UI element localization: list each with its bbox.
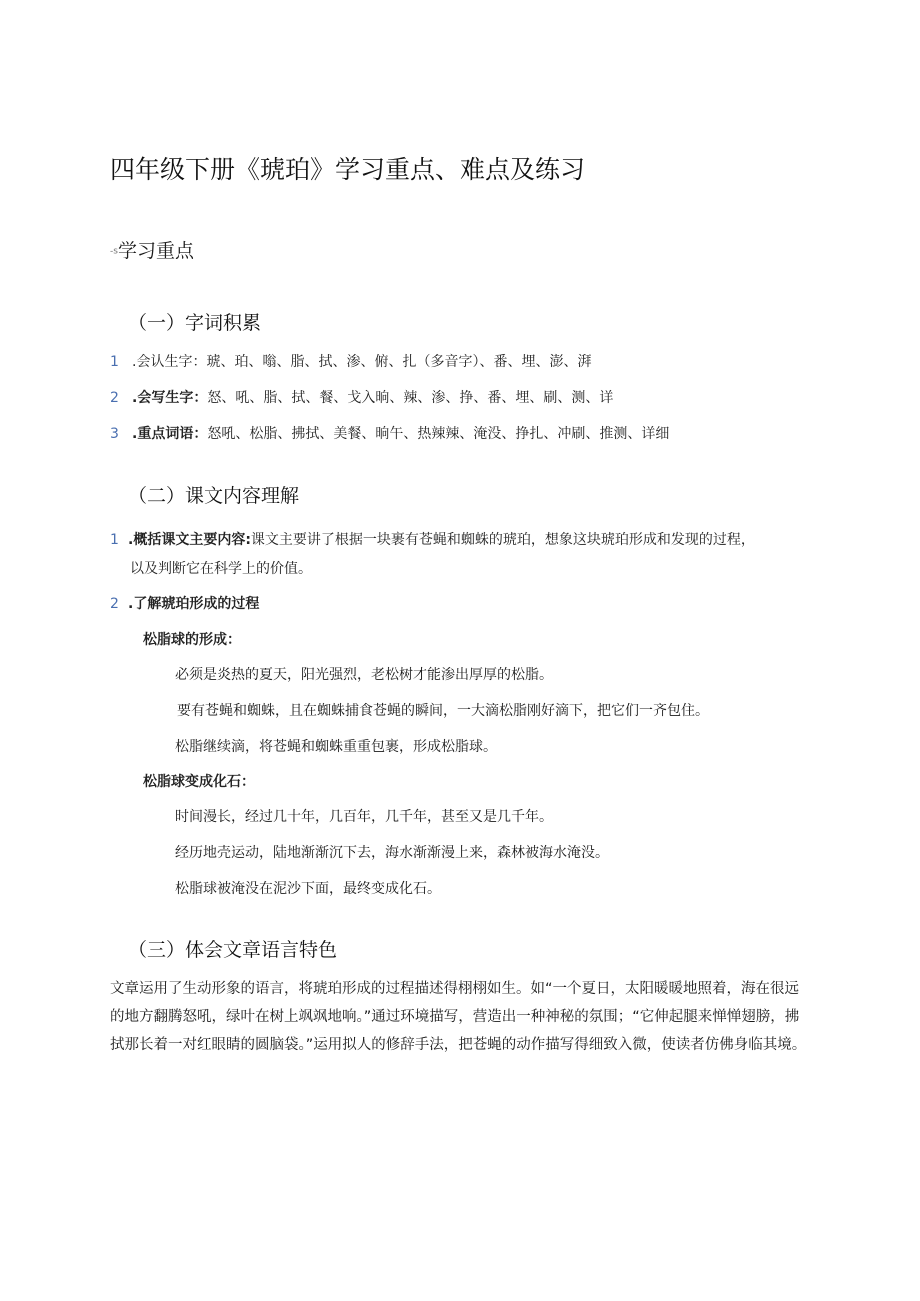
list-item-continuation: 以及判断它在科学上的价值。 bbox=[130, 561, 312, 577]
item-number: 1 bbox=[110, 532, 119, 548]
stage-line: 要有苍蝇和蜘蛛，且在蜘蛛捕食苍蝇的瞬间，一大滴松脂刚好滴下，把它们一齐包住。 bbox=[177, 703, 709, 719]
item-number: 3 bbox=[110, 426, 119, 442]
list-item bbox=[110, 351, 591, 371]
item-number: 2 bbox=[110, 596, 119, 612]
item-label: .概括课文主要内容: bbox=[128, 532, 251, 548]
page-title: 四年级下册《琥珀》学习重点、难点及练习 bbox=[110, 155, 586, 184]
section-label: 学习重点 bbox=[117, 240, 194, 262]
stage-heading: 松脂球变成化石： bbox=[143, 774, 255, 790]
item-label: .重点词语： bbox=[132, 426, 208, 442]
list-item bbox=[110, 423, 669, 443]
item-label: .了解琥珀形成的过程 bbox=[128, 596, 260, 612]
section-marker: -s bbox=[110, 246, 118, 257]
item-label: .会写生字： bbox=[132, 390, 208, 406]
item-text: 怒吼、松脂、拂拭、美餐、晌午、热辣辣、淹没、挣扎、冲刷、推测、详细 bbox=[207, 426, 670, 442]
item-label: .会认生字： bbox=[132, 354, 207, 370]
item-text: 怒、吼、脂、拭、餐、戈入晌、辣、渗、挣、番、埋、刷、测、详 bbox=[207, 390, 614, 406]
item-number: 1 bbox=[110, 354, 119, 370]
stage-line: 经历地壳运动，陆地渐渐沉下去，海水渐渐漫上来，森林被海水淹没。 bbox=[175, 845, 609, 861]
list-item bbox=[110, 593, 259, 613]
subheading-language-features: （三）体会文章语言特色 bbox=[128, 939, 338, 961]
subheading-vocabulary: （一）字词积累 bbox=[128, 312, 262, 334]
stage-line: 必须是炎热的夏天，阳光强烈，老松树才能渗出厚厚的松脂。 bbox=[175, 667, 553, 683]
stage-line: 松脂球被淹没在泥沙下面，最终变成化石。 bbox=[175, 881, 441, 897]
section-heading-key-points bbox=[110, 236, 194, 263]
item-text: 课文主要讲了根据一块裹有苍蝇和蜘蛛的琥珀，想象这块琥珀形成和发现的过程， bbox=[250, 532, 755, 548]
list-item bbox=[110, 387, 613, 407]
stage-heading: 松脂球的形成： bbox=[143, 632, 241, 648]
subheading-content-understanding: （二）课文内容理解 bbox=[128, 485, 300, 507]
stage-line: 时间漫长，经过几十年，几百年，几千年，甚至又是几千年。 bbox=[175, 809, 553, 825]
item-text: 琥、珀、嗡、脂、拭、渗、俯、扎（多音字）、番、埋、澎、湃 bbox=[206, 354, 592, 370]
list-item bbox=[110, 529, 755, 549]
language-paragraph: 文章运用了生动形象的语言，将琥珀形成的过程描述得栩栩如生。如“一个夏日，太阳暖暖地照着，海在很远的地方翻腾怒吼，绿叶在树上飒飒地响。”通过环境描写，营造出一种神秘的氛围；“它伸起腿来惮惮翅膀，拂拭那长着一对红眼睛的圆脑袋。”运用拟人的修辞手法，把苍蝇的动作描写得细致入微，使读者仿佛身临其境。 bbox=[110, 981, 807, 1053]
item-number: 2 bbox=[110, 390, 119, 406]
stage-line: 松脂继续滴，将苍蝇和蜘蛛重重包裹，形成松脂球。 bbox=[175, 739, 497, 755]
